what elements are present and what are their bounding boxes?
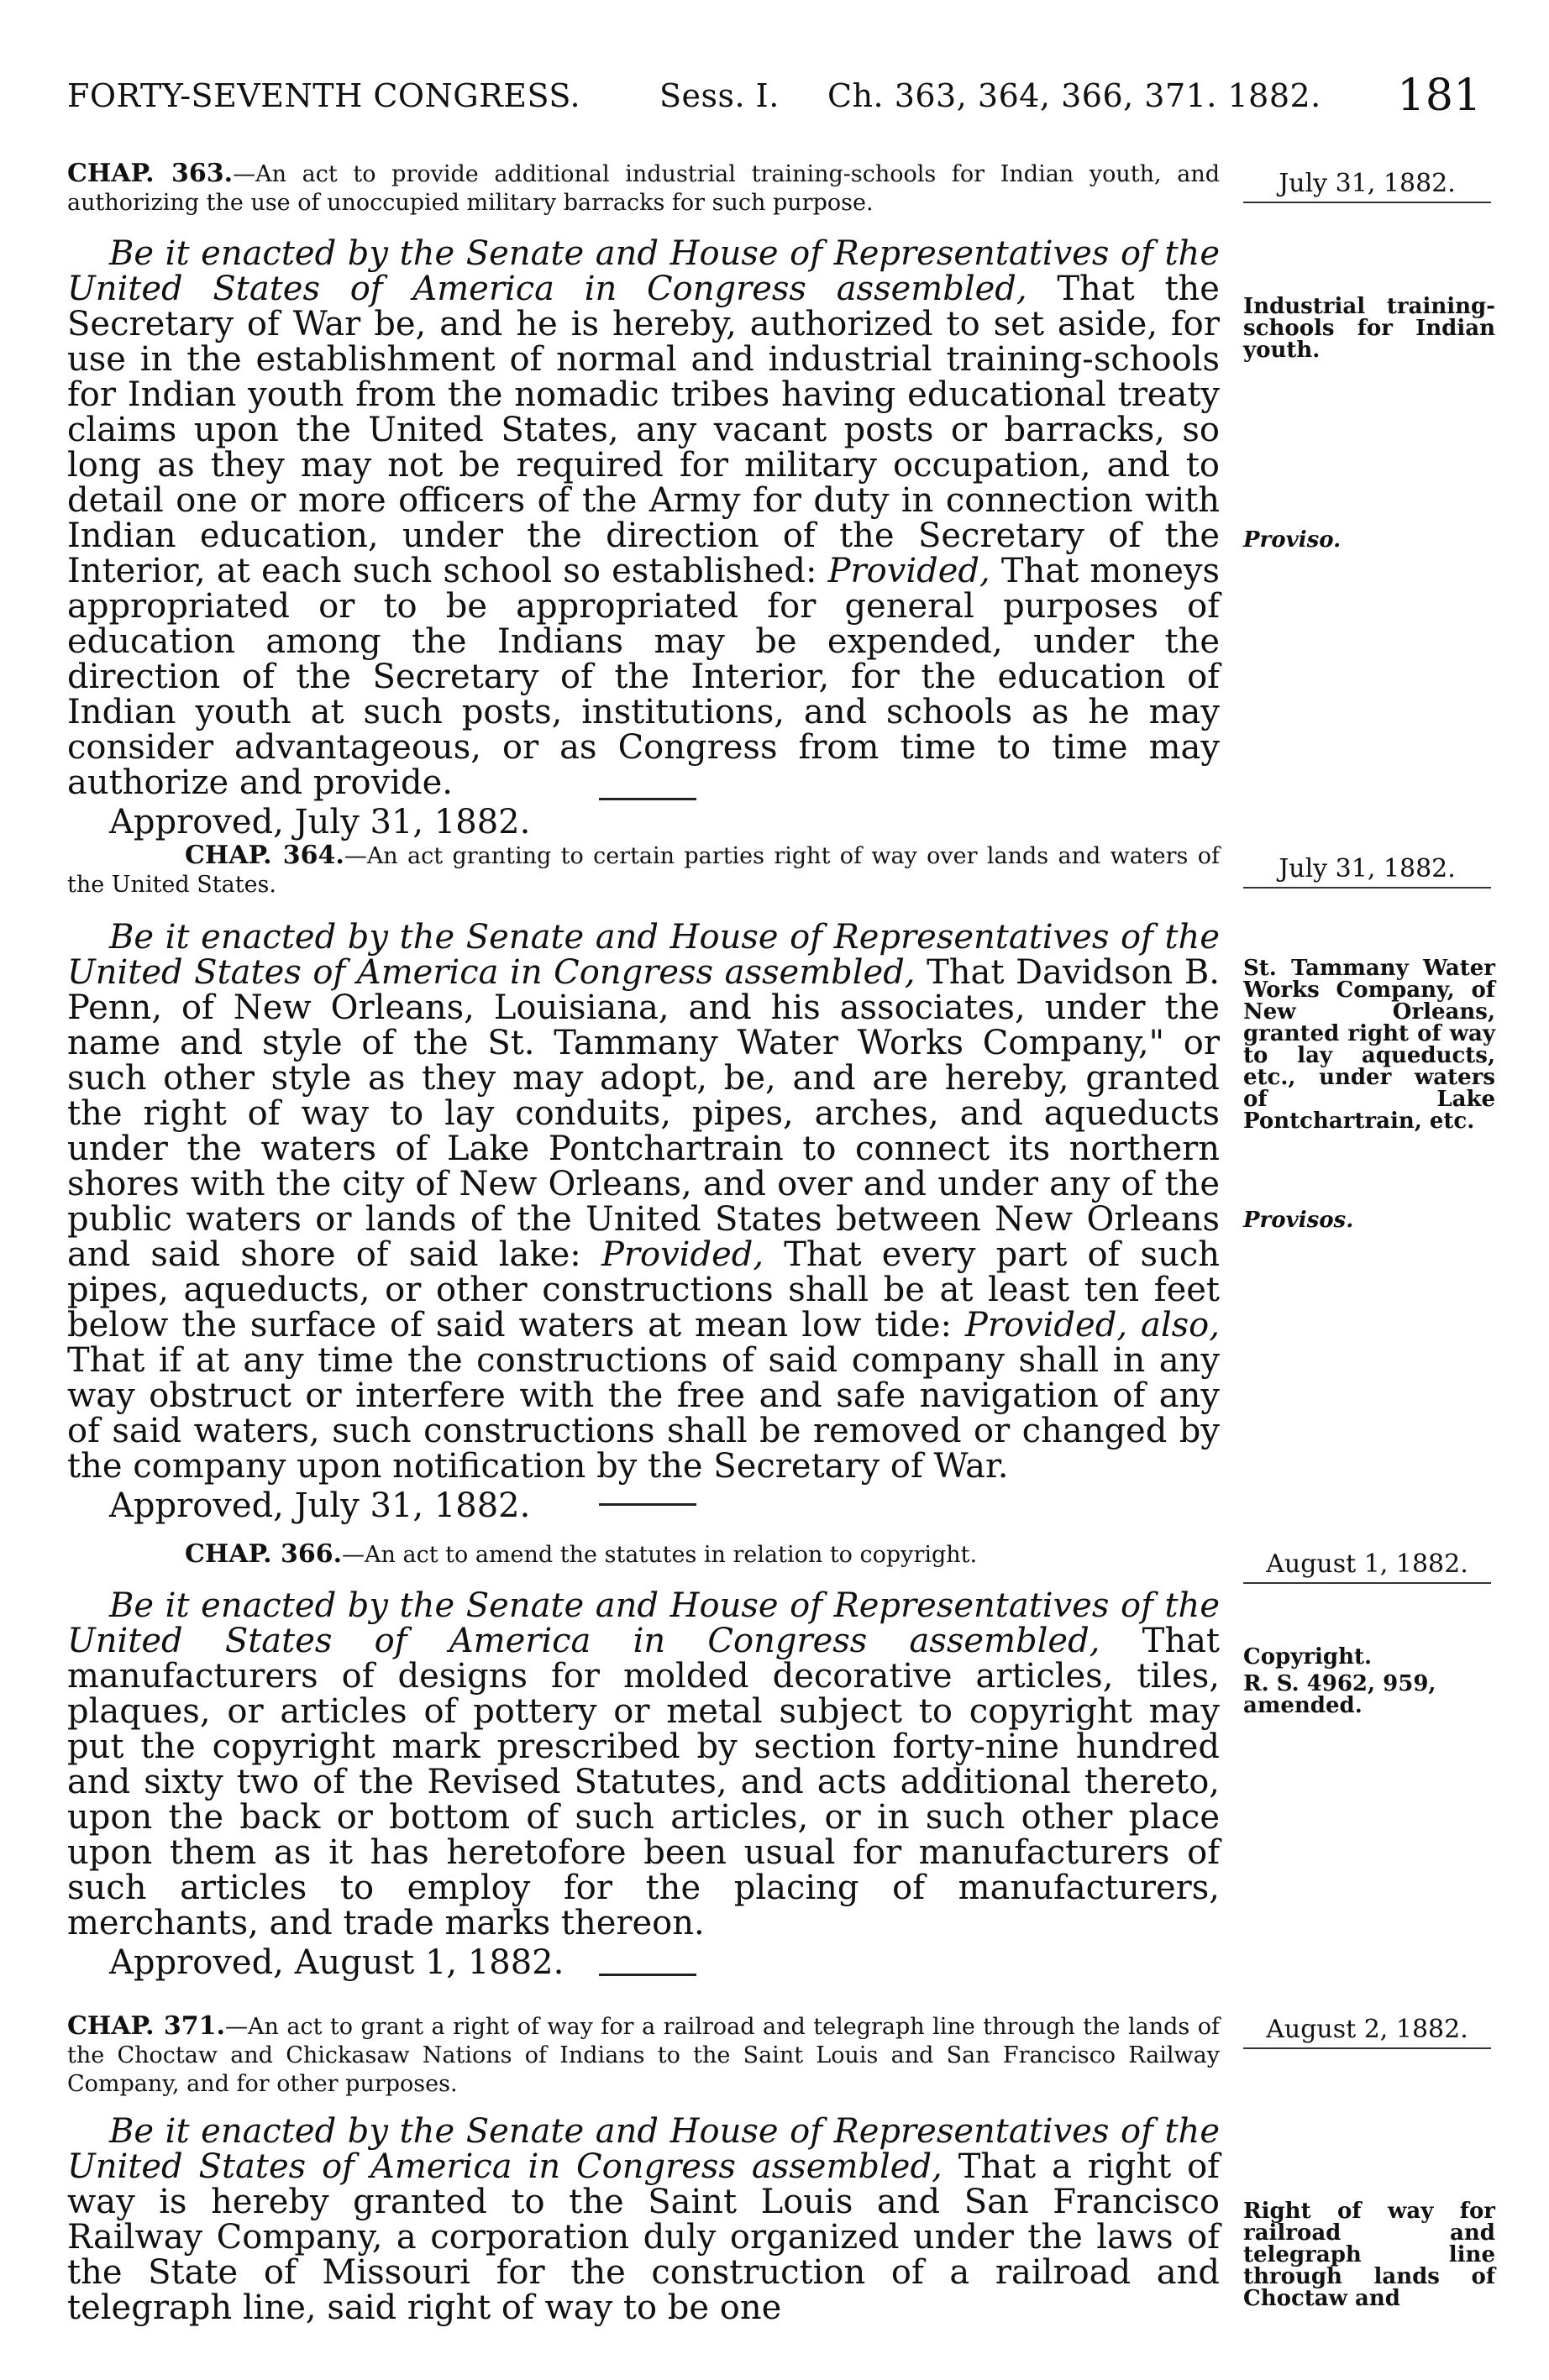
enacting-clause: Be it enacted by the Senate and House of Representatives of the United States of America in Congress assembled, xyxy=(67,2112,1220,2186)
body-text: That the Secretary of War be, and he is hereby, authorized to set aside, for use in the establishment of normal and industrial training-schools for Indian youth from the nomadic tribes having educational treaty claims upon the United States, any vacant posts or barracks, so long as they may not be required for military occupation, and to detail one or more officers of the Army for duty in connection with Indian education, under the direction of the Secretary of the Interior, at each such school so established: xyxy=(67,270,1220,590)
body-text: That every part of such pipes, aqueducts, or other constructions shall be at least ten feet below the surface of said waters at mean low tide: xyxy=(67,1235,1220,1345)
chapter-date xyxy=(1243,855,1491,889)
body-text: That moneys appropriated or to be appropriated for general purposes of education among the Indians may be expended, under the direction of the Secretary of the Interior, for the education of Indian youth at such posts, institutions, and schools as he may consider advantageous, or as Congress from time to time may authorize and provide. xyxy=(67,552,1220,802)
chapter-date-text: August 2, 1882. xyxy=(1243,2016,1491,2049)
enacting-clause: Be it enacted by the Senate and House of Representatives of the United States of America in Congress assembled, xyxy=(67,234,1220,308)
chapter-number: CHAP. 363. xyxy=(67,159,234,188)
margin-note-provisos: Provisos. xyxy=(1243,1208,1354,1233)
chapter-364 xyxy=(67,841,1220,1524)
margin-note: Industrial training-schools for Indian youth. xyxy=(1243,294,1495,363)
running-head-title: FORTY-SEVENTH CONGRESS. xyxy=(67,77,581,114)
chapter-date xyxy=(1243,1550,1491,1584)
chapter-body xyxy=(67,236,1220,800)
chapter-body xyxy=(67,2114,1220,2325)
running-head-session: Sess. I. xyxy=(659,77,780,114)
chapter-body xyxy=(67,920,1220,1484)
enacting-clause: Be it enacted by the Senate and House of Representatives of the United States of America in Congress assembled, xyxy=(67,918,1220,992)
approved-line: Approved, August 1, 1882. xyxy=(109,1943,564,1982)
chapter-title: —An act to amend the statutes in relation to copyright. xyxy=(342,1542,978,1568)
chapter-date xyxy=(1243,2016,1491,2049)
running-head-chapters: Ch. 363, 364, 366, 371. 1882. xyxy=(827,77,1321,114)
chapter-heading xyxy=(67,2012,1220,2099)
page-number: 181 xyxy=(1397,71,1482,121)
chapter-title: —An act to provide additional industrial training-schools for Indian youth, and authorizing the use of unoccupied military barracks for such purpose. xyxy=(67,161,1220,216)
body-text: That manufacturers of designs for molded decorative articles, tiles, plaques, or articles of pottery or metal subject to copyright may put the copyright mark prescribed by section forty-nine hundred and sixty two of the Revised Statutes, and acts additional thereto, upon the back or bottom of such articles, or in such other place upon them as it has heretofore been usual for manufacturers of such articles to employ for the placing of manufacturers, merchants, and trade marks thereon. xyxy=(67,1622,1221,1942)
body-text: That if at any time the constructions of said company shall in any way obstruct or interfere with the free and safe navigation of any of said waters, such constructions shall be removed or changed by the company upon notification by the Secretary of War. xyxy=(67,1341,1220,1486)
margin-note: Copyright. xyxy=(1243,1644,1373,1670)
margin-note: St. Tammany Water Works Company, of New Orleans, granted right of way to lay aqueducts, etc., under waters of Lake Pontchartrain, etc. xyxy=(1243,956,1495,1134)
approved-line: Approved, July 31, 1882. xyxy=(109,1486,531,1525)
chapter-title: —An act to grant a right of way for a railroad and telegraph line through the lands of the Choctaw and Chickasaw Nations of Indians to the Saint Louis and San Francisco Railway Company, and for other purposes. xyxy=(67,2014,1221,2097)
chapter-371 xyxy=(67,2012,1220,2325)
approved-line: Approved, July 31, 1882. xyxy=(109,803,531,841)
chapter-heading xyxy=(67,160,1220,218)
chapter-heading xyxy=(67,1540,1220,1570)
margin-note-statute: R. S. 4962, 959, amended. xyxy=(1243,1671,1436,1718)
enacting-clause: Be it enacted by the Senate and House of Representatives of the United States of America in Congress assembled, xyxy=(67,1586,1220,1660)
chapter-date-text: July 31, 1882. xyxy=(1243,855,1491,889)
proviso-word: Provided, also, xyxy=(964,1306,1220,1345)
body-text: That Davidson B. Penn, of New Orleans, Louisiana, and his associates, under the name and style of the St. Tammany Water Works Company," or such other style as they may adopt, be, and are hereby, granted the right of way to lay conduits, pipes, arches, and aqueducts under the waters of Lake Pontchartrain to connect its northern shores with the city of New Orleans, and over and under any of the public waters or lands of the United States between New Orleans and said shore of said lake: xyxy=(67,953,1220,1274)
chapter-number: CHAP. 366. xyxy=(185,1539,343,1569)
chapter-363 xyxy=(67,160,1220,841)
chapter-date-text: August 1, 1882. xyxy=(1243,1550,1491,1584)
proviso-word: Provided, xyxy=(601,1235,764,1274)
chapter-body xyxy=(67,1588,1220,1941)
chapter-heading xyxy=(67,841,1220,899)
chapter-366 xyxy=(67,1540,1220,1981)
chapter-number: CHAP. 371. xyxy=(67,2011,225,2041)
chapter-date xyxy=(1243,170,1491,203)
body-text: That a right of way is hereby granted to the Saint Louis and San Francisco Railway Company, a corporation duly organized under the laws of the State of Missouri for the construction of a railroad and telegraph line, said right of way to be one xyxy=(67,2147,1220,2327)
proviso-word: Provided, xyxy=(827,552,990,590)
section-separator xyxy=(599,798,696,800)
chapter-date-text: July 31, 1882. xyxy=(1243,170,1491,203)
section-separator xyxy=(599,1974,696,1976)
chapter-title: —An act granting to certain parties right of way over lands and waters of the United States. xyxy=(67,843,1220,898)
chapter-number: CHAP. 364. xyxy=(185,841,344,870)
section-separator xyxy=(599,1503,696,1506)
running-head xyxy=(67,71,1482,128)
margin-note-proviso: Proviso. xyxy=(1243,527,1342,553)
margin-note: Right of way for railroad and telegraph line through lands of Choctaw and xyxy=(1243,2199,1495,2311)
